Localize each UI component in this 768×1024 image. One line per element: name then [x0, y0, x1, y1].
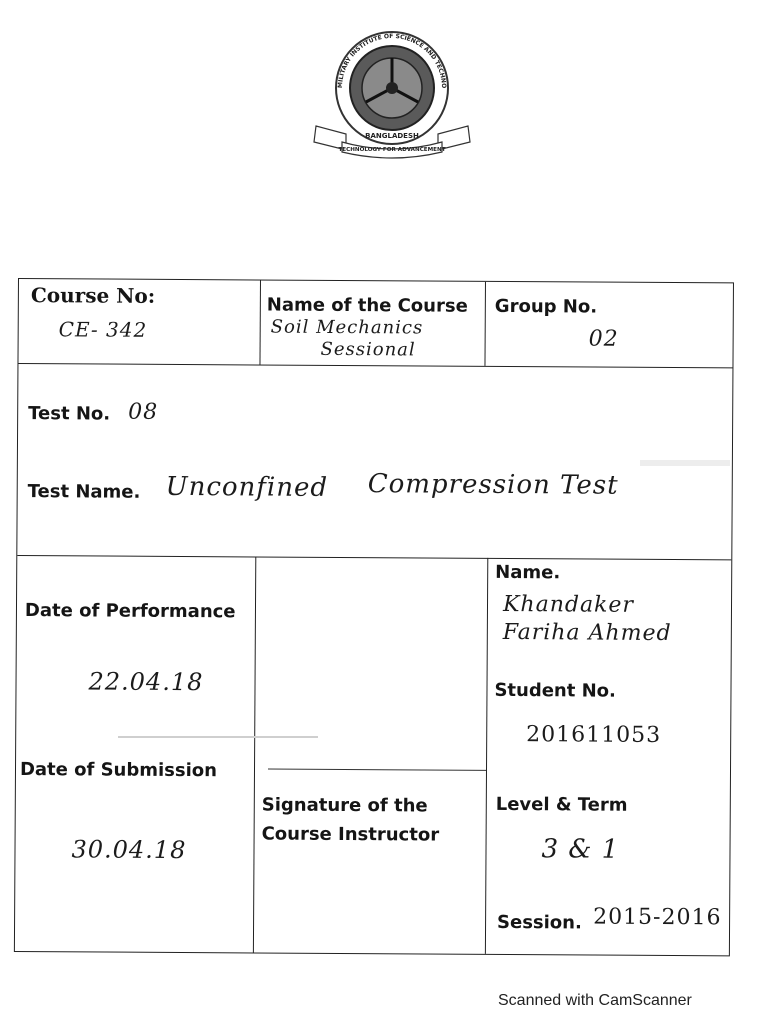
date-of-submission-value: 30.04.18 — [71, 835, 187, 865]
signature-label-line2: Course Instructor — [261, 823, 440, 846]
test-divider — [17, 555, 731, 560]
body-col-divider-2 — [485, 558, 488, 954]
cover-form — [14, 278, 734, 956]
scan-artifact — [640, 460, 730, 466]
scanner-watermark: Scanned with CamScanner — [498, 992, 692, 1009]
signature-line — [268, 769, 486, 771]
body-col-divider-1 — [253, 556, 256, 952]
header-col-divider-1 — [259, 280, 261, 364]
institute-seal-icon — [312, 30, 472, 160]
header-divider — [18, 363, 732, 368]
session-label: Session. — [497, 911, 582, 934]
student-name-label: Name. — [495, 561, 561, 584]
course-no-value: CE- 342 — [58, 317, 148, 342]
course-name-line2: Sessional — [320, 338, 416, 361]
logo-ring-text: MILITARY INSTITUTE OF SCIENCE AND TECHNO — [336, 32, 448, 89]
header-col-divider-2 — [484, 282, 486, 366]
course-name-label: Name of the Course — [266, 294, 468, 317]
date-of-performance-label: Date of Performance — [24, 600, 236, 623]
course-name-line1: Soil Mechanics — [270, 316, 424, 339]
logo-motto-text: TECHNOLOGY FOR ADVANCEMENT — [338, 147, 446, 153]
session-value: 2015-2016 — [593, 904, 722, 931]
test-name-value-1: Unconfined — [165, 471, 329, 503]
student-no-value: 201611053 — [526, 722, 662, 748]
group-no-label: Group No. — [494, 295, 598, 318]
student-no-label: Student No. — [494, 679, 616, 702]
date-of-performance-value: 22.04.18 — [88, 667, 204, 697]
student-name-line1: Khandaker — [502, 591, 635, 618]
date-of-submission-label: Date of Submission — [19, 759, 218, 782]
institute-logo — [312, 30, 472, 160]
test-name-value-2: Compression Test — [367, 469, 619, 501]
scan-artifact — [118, 736, 318, 738]
signature-label-line1: Signature of the — [261, 794, 428, 817]
test-no-label: Test No. — [28, 403, 111, 425]
level-term-label: Level & Term — [495, 793, 628, 816]
logo-country-text: BANGLADESH — [365, 132, 419, 140]
level-term-value: 3 & 1 — [541, 834, 620, 865]
course-no-label: Course No: — [30, 283, 156, 308]
student-name-line2: Fariha Ahmed — [502, 619, 672, 646]
test-name-label: Test Name. — [27, 481, 141, 503]
group-no-value: 02 — [588, 326, 619, 352]
test-no-value: 08 — [128, 399, 159, 425]
